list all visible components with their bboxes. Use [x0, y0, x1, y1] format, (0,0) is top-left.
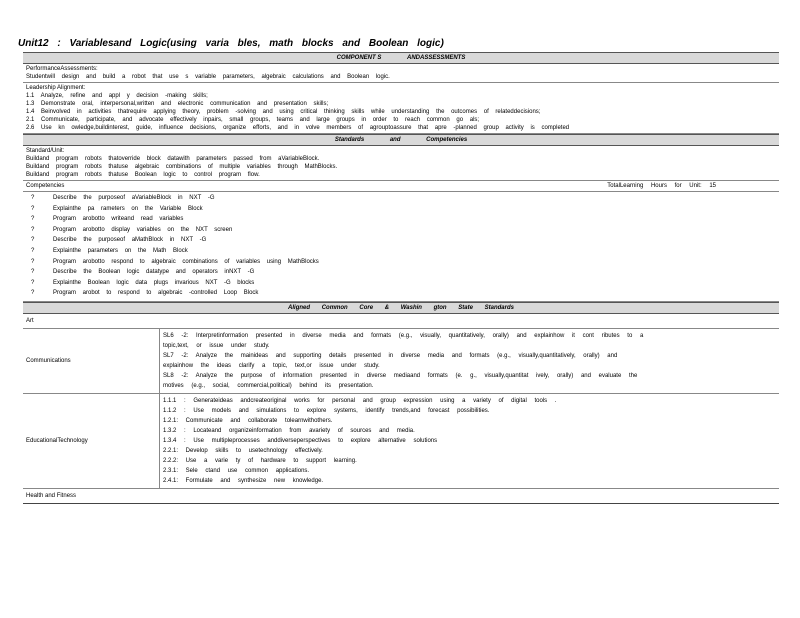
bullet-icon: ?: [31, 279, 35, 286]
competency-text: Program arobotto respond to algebraic combinations of variables using MathBlocks: [53, 258, 319, 265]
performance-text: Studentwill design and build a robot that use s variable parameters, algebraic calculations and Boolean logic.: [26, 74, 390, 80]
competency-item: [31, 214, 776, 225]
unit-document: [23, 52, 779, 504]
bullet-icon: ?: [31, 226, 35, 233]
standard-line: 2.2.1: Develop skills to usetechnology effectively.: [163, 447, 323, 454]
standard-unit-label: Standard/Unit:: [26, 148, 65, 154]
bullet-icon: ?: [31, 269, 35, 276]
standards-row-communications: [23, 329, 779, 394]
subject-communications: Communications: [26, 357, 71, 364]
bullet-icon: ?: [31, 237, 35, 244]
leadership-item: 1.4 Beinvolved in activities thatrequire applying theory, problem -solving and using critical thinking skills while understanding the outcomes of relateddecisions;: [26, 109, 541, 115]
bullet-icon: ?: [31, 290, 35, 297]
competency-text: Describe the purposeof aMathBlock in NXT -G: [53, 237, 207, 244]
leadership-label: Leadership Alignment:: [26, 85, 86, 91]
standards-row-edtech: [23, 394, 779, 489]
competency-item: [31, 246, 776, 257]
bullet-icon: ?: [31, 247, 35, 254]
learning-hours-label: TotalLearning Hours for Unit:: [607, 183, 702, 189]
competencies-list: [23, 192, 779, 302]
subject-edtech: EducationalTechnology: [26, 437, 88, 444]
standard-line: 1.3.4 : Use multipleprocesses anddiverseperspectives to explore alternative solutions: [163, 437, 438, 444]
standard-unit-item: Buildand program robots thatuse algebraic combinations of multiple variables through MathBlocks.: [26, 164, 338, 170]
leadership-item: 2.1 Communicate, participate, and advocate effectively inpairs, small groups, teams and large groups in order to reach common go als;: [26, 117, 480, 123]
bullet-icon: ?: [31, 205, 35, 212]
communications-standards: [159, 329, 779, 393]
standards-header-word: Standards: [334, 137, 365, 143]
unit-title: Unit12 : Variablesand Logic(using varia bles, math blocks and Boolean logic): [18, 38, 444, 49]
subject-health: Health and Fitness: [26, 492, 77, 499]
leadership-item: 1.3 Demonstrate oral, interpersonal,written and electronic communication and presentation skills;: [26, 101, 329, 107]
edtech-standards: [159, 394, 779, 488]
competency-text: Explainthe parameters on the Math Block: [53, 247, 188, 254]
learning-hours: [607, 182, 776, 190]
competency-item: [31, 257, 776, 268]
competency-item: [31, 193, 776, 204]
standards-row-art: [23, 314, 779, 329]
competency-text: Describe the purposeof aVariableBlock in NXT -G: [53, 195, 215, 201]
bullet-icon: ?: [31, 195, 35, 201]
standard-line: 2.4.1: Formulate and synthesize new knowledge.: [163, 477, 324, 484]
standard-line: 2.3.1: Sele ctand use common applications.: [163, 467, 310, 474]
standards-header-word: Competencies: [426, 137, 468, 143]
standard-line: motives (e.g., social, commercial,political) behind its presentation.: [163, 382, 374, 389]
subject-art: Art: [26, 317, 34, 324]
standard-line: SL8 -2: Analyze the purpose of information presented in diverse mediaand formats (e. g., visually,quantitat ively, orally) and evaluate the: [163, 372, 638, 379]
competency-item: [31, 235, 776, 246]
components-header-label: COMPONENT S: [336, 55, 382, 61]
standards-competencies-header: [23, 134, 779, 146]
standard-line: 1.2.1: Communicate and collaborate tolearnwithothers.: [163, 417, 333, 424]
standards-row-health: [23, 489, 779, 503]
competencies-label: Competencies: [26, 183, 65, 189]
bullet-icon: ?: [31, 216, 35, 223]
competencies-header: [23, 181, 779, 192]
competency-text: Explainthe pa rameters on the Variable Block: [53, 205, 203, 212]
standard-line: SL6 -2: Interpretinformation presented in diverse media and formats (e.g., visually, quantitatively, orally) and explainhow it cont ributes to a: [163, 332, 644, 339]
standard-line: 1.3.2 : Locateand organizeinformation from avariety of sources and media.: [163, 427, 415, 434]
performance-label: PerformanceAssessments:: [26, 66, 98, 72]
standard-line: topic,text, or issue under study.: [163, 342, 270, 349]
competency-item: [31, 204, 776, 215]
standard-line: 2.2.2: Use a varie ty of hardware to support learning.: [163, 457, 357, 464]
competency-text: Program arobotto display variables on the NXT screen: [53, 226, 233, 233]
competency-item: [31, 225, 776, 236]
components-header: [23, 52, 779, 64]
competency-text: Program arobotto writeand read variables: [53, 216, 184, 223]
bullet-icon: ?: [31, 258, 35, 265]
leadership-item: 1.1 Analyze, refine and appl y decision -making skills;: [26, 93, 208, 99]
performance-assessments: [23, 64, 779, 83]
standard-line: 1.1.1 : Generateideas andcreateoriginal works for personal and group expression using a variety of digital tools .: [163, 397, 557, 404]
standard-unit: [23, 146, 779, 181]
standard-unit-item: Buildand program robots thatoverride block datawith parameters passed from aVariableBlock.: [26, 156, 320, 162]
aligned-standards-header: Aligned Common Core & Washin gton State Standards: [23, 302, 779, 314]
leadership-alignment: [23, 83, 779, 134]
competency-text: Program arobot to respond to algebraic -controlled Loop Block: [53, 290, 259, 297]
components-header-label-2: ANDASSESSMENTS: [407, 55, 466, 61]
standard-line: 1.1.2 : Use models and simulations to explore systems, identify trends,and forecast possibilities.: [163, 407, 490, 414]
standard-unit-item: Buildand program robots thatuse Boolean logic to control program flow.: [26, 172, 260, 178]
competency-text: Describe the Boolean logic datatype and operators inNXT -G: [53, 269, 255, 276]
standard-line: explainhow the ideas clarify a topic, text,or issue under study.: [163, 362, 380, 369]
competency-item: [31, 267, 776, 278]
standard-line: SL7 -2: Analyze the mainideas and supporting details presented in diverse media and formats (e.g., visually,quantitatively, orally) and: [163, 352, 618, 359]
learning-hours-value: 15: [709, 183, 716, 189]
standards-header-word: and: [389, 137, 401, 143]
competency-item: [31, 278, 776, 289]
competency-item: [31, 288, 776, 299]
leadership-item: 2.6 Use kn owledge,buildinterest, guide, influence decisions, organize efforts, and in volve members of agrouptoassure that apre -planned group activity is completed: [26, 125, 570, 131]
competency-text: Explainthe Boolean logic data plugs invarious NXT -G blocks: [53, 279, 255, 286]
